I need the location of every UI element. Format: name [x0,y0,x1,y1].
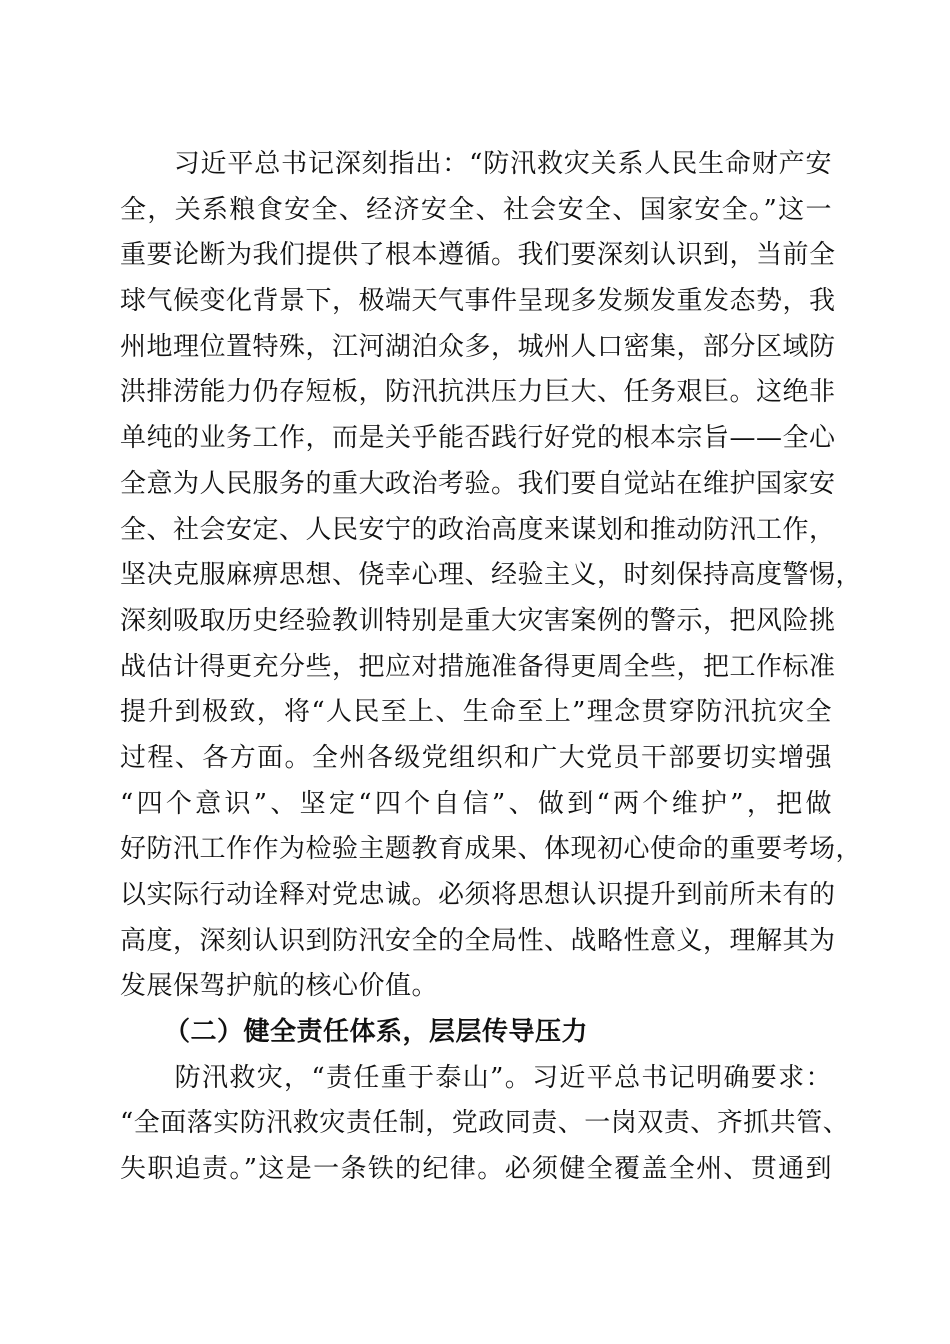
text-line: “全面落实防汛救灾责任制，党政同责、一岗双责、齐抓共管、 [120,1108,850,1139]
document-body [120,142,863,1193]
text-line: 过程、各方面。全州各级党组织和广大党员干部要切实增强 [120,742,832,773]
text-line: 全、社会安定、人民安宁的政治高度来谋划和推动防汛工作， [120,514,836,545]
text-line: 以实际行动诠释对党忠诚。必须将思想认识提升到前所未有的 [120,880,836,910]
text-line: 州地理位置特殊，江河湖泊众多，城州人口密集，部分区域防 [120,331,836,362]
text-line: 好防汛工作作为检验主题教育成果、体现初心使命的重要考场， [120,834,863,865]
text-line: 发展保驾护航的核心价值。 [120,971,439,1002]
section-heading: （二）健全责任体系，层层传导压力 [164,1017,589,1048]
text-line: 坚决克服麻痹思想、侥幸心理、经验主义，时刻保持高度警惕， [120,560,863,591]
text-line: 球气候变化背景下，极端天气事件呈现多发频发重发态势，我 [120,286,836,317]
text-line: 失职追责。”这是一条铁的纪律。必须健全覆盖全州、贯通到 [120,1154,832,1185]
text-line: 战估计得更充分些，把应对措施准备得更周全些，把工作标准 [120,651,836,682]
paragraph-1 [120,142,863,1010]
text-line: 深刻吸取历史经验教训特别是重大灾害案例的警示，把风险挑 [120,605,836,636]
text-line: 单纯的业务工作，而是关乎能否践行好党的根本宗旨——全心 [120,423,836,454]
text-line: 高度，深刻认识到防汛安全的全局性、战略性意义，理解其为 [120,925,836,956]
text-line: 防汛救灾，“责任重于泰山”。习近平总书记明确要求： [120,1062,832,1093]
text-line: 全意为人民服务的重大政治考验。我们要自觉站在维护国家安 [120,468,836,499]
paragraph-2 [120,1056,850,1193]
text-line: 提升到极致，将“人民至上、生命至上”理念贯穿防汛抗灾全 [120,697,832,728]
text-line: 全，关系粮食安全、经济安全、社会安全、国家安全。”这一 [120,194,832,225]
text-line: “四个意识”、坚定“四个自信”、做到“两个维护”，把做 [120,788,832,819]
text-line: 洪排涝能力仍存短板，防汛抗洪压力巨大、任务艰巨。这绝非 [120,377,836,408]
text-line: 重要论断为我们提供了根本遵循。我们要深刻认识到，当前全 [120,240,836,271]
text-line: 习近平总书记深刻指出：“防汛救灾关系人民生命财产安 [120,149,832,179]
